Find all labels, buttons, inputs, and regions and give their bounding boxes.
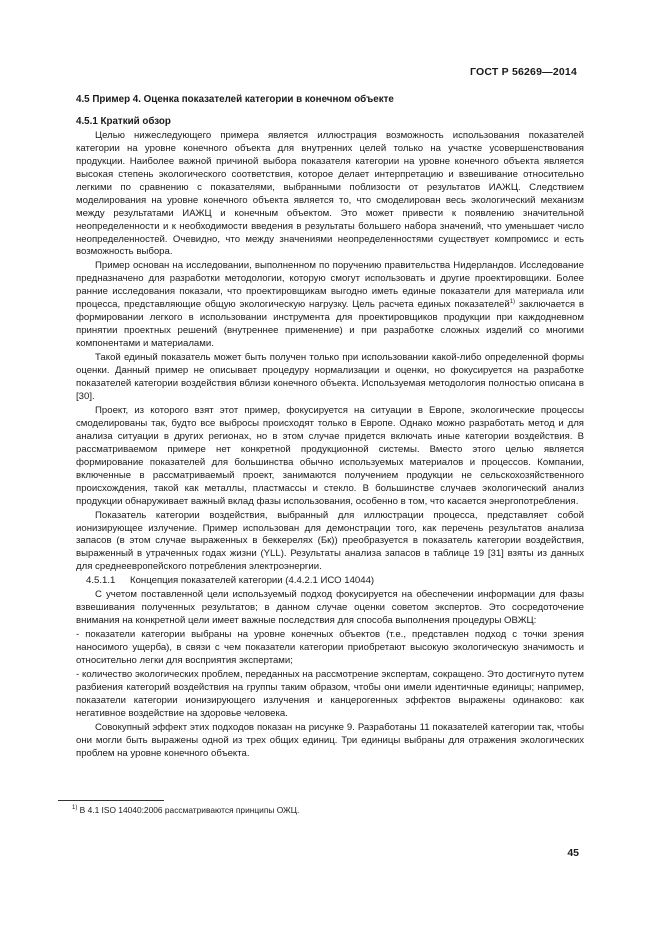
- list-item-2: - количество экологических проблем, переданных на рассмотрение экспертам, сокращено. Это достигнуто путем разбиения категорий воздействия на группы таким образом, чтобы они имели идентичные единицы; например, показатели категории ионизирующего излучения и канцерогенных эффектов выражены одинаково: как негативное воздействие на здоровье человека.: [76, 668, 584, 719]
- document-body: [76, 94, 584, 762]
- footnote-separator: [58, 800, 164, 801]
- paragraph-3: Такой единый показатель может быть получен только при использовании какой-либо определенной формы оценки. Данный пример не описывает процедуру нормализации и оценки, но фокусируется на разработке показателей категории воздействия вблизи конечного объекта. Используемая методология полностью описана в [30].: [76, 352, 584, 402]
- paragraph-1: Целью нижеследующего примера является иллюстрация возможность использования показателей категории на уровне конечного объекта для внутренних целей только на участке усовершенствования продукции. Наиболее важной причиной выбора показателя категории на уровне конечного объекта является высокая степень экологического соответствия, которое делает интерпретацию и взвешивание относительно легкими по сравнению с показателями, выбранными поблизости от результатов ИАЖЦ. Следствием моделирования на уровне конечного объекта является то, что смоделирован весь экологический механизм между результатами ИАЖЦ и конечным объектом. Это может привести к появлению значительной неопределенности и к необходимости введения в результаты большего набора значений, что уменьшает число неопределенностей. Очевидно, что между значениями неопределенностями существует компромисс и есть возможность выбора.: [76, 129, 584, 258]
- paragraph-4: Проект, из которого взят этот пример, фокусируется на ситуации в Европе, экологические процессы смоделированы так, будто все выбросы происходят только в Европе. Однако можно разработать метод и для анализа ситуации в других регионах, но в этом случае придется включать иные категории воздействия. В рассматриваемом примере нет конкретной продукционной системы. Вместо этого целью является формирование показателей для большинства обычно используемых материалов и процессов. Компании, включенные в рассматриваемый проект, занимаются получением продукции не сельскохозяйственного происхождения, такой как металлы, пластмассы и стекло. В большинстве случаев экологический анализ продукции обнаруживает важный вклад фазы использования, особенно в том, что касается энергопотребления.: [76, 404, 584, 507]
- subsection-title: 4.5.1 Краткий обзор: [76, 115, 171, 127]
- paragraph-7: Совокупный эффект этих подходов показан на рисунке 9. Разработаны 11 показателей категории так, чтобы они могли быть выражены одной из трех общих единиц. Три единицы выбраны для отражения экологических проблем на уровне конечного объекта.: [76, 721, 584, 759]
- subsubsection-heading: [76, 575, 584, 588]
- paragraph-2: [76, 260, 584, 351]
- paragraph-2-text-b: заключается в формировании легкого в использовании инструмента для проектировщиков продукции при каждодневном принятии проектных решений (внутреннее применение) и при разработке сложных изделий со многими компонентами и материалами.: [76, 299, 584, 350]
- subsubsection-number: 4.5.1.1: [86, 575, 116, 587]
- footnote-marker: 1): [72, 805, 78, 812]
- subsubsection-title: Концепция показателей категории (4.4.2.1 ИСО 14044): [130, 575, 375, 587]
- page-number: 45: [567, 847, 579, 859]
- footnote: [72, 805, 299, 816]
- paragraph-6: С учетом поставленной цели используемый подход фокусируется на обеспечении информации для фазы взвешивания полученных результатов; в данном случае оценки советом экспертов. Это сосредоточение внимания на конкретной цели имеет важные последствия для способа выполнения процедуры ОВЖЦ:: [76, 589, 584, 627]
- footnote-reference: 1): [509, 299, 516, 306]
- section-title: 4.5 Пример 4. Оценка показателей категории в конечном объекте: [76, 94, 394, 105]
- paragraph-2-text-a: Пример основан на исследовании, выполненном по поручению правительства Нидерландов. Исследование предназначено для разработки методологии, которую смогут использовать и другие проектировщики. Более ранние исследования показали, что проектировщикам выгодно иметь единые показатели для материала или процесса, представляющие общую экологическую нагрузку. Цель расчета единых показателей: [76, 260, 584, 311]
- standard-code: ГОСТ Р 56269—2014: [469, 66, 577, 78]
- footnote-text: В 4.1 ISO 14040:2006 рассматриваются принципы ОЖЦ.: [77, 805, 300, 815]
- list-item-1: - показатели категории выбраны на уровне конечных объектов (т.е., представлен подход с точки зрения наносимого ущерба), в связи с чем показатели категории приобретают высокую экологическую значимость и относительно легки для восприятия экспертами;: [76, 629, 584, 667]
- paragraph-5: Показатель категории воздействия, выбранный для иллюстрации процесса, представляет собой ионизирующее излучение. Пример использован для демонстрации того, как перечень результатов анализа запасов (в этом случае выраженных в беккерелях (Бк)) преобразуется в показатель категории воздействия, выраженный в утраченных годах жизни (YLL). Результаты анализа запасов в таблице 19 [31] взяты из данных для среднеевропейского потребления электроэнергии.: [76, 509, 584, 573]
